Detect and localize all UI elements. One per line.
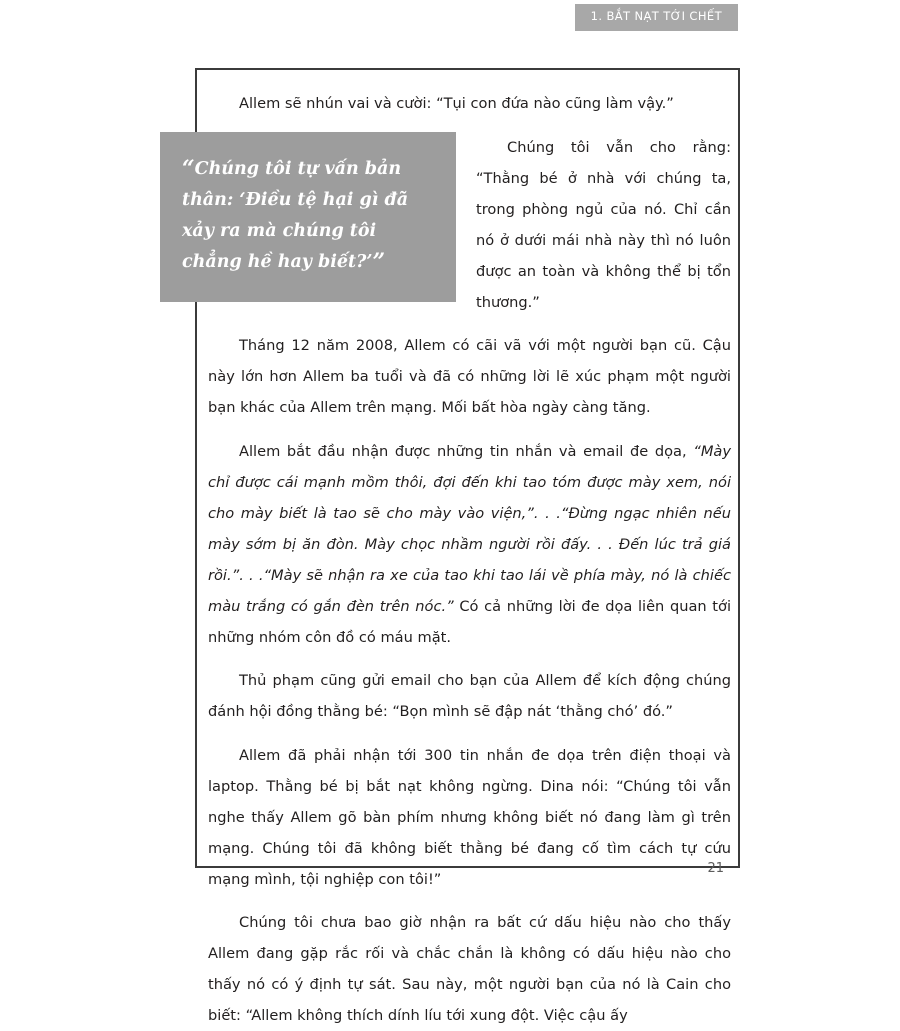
threat-paragraph [208, 436, 731, 653]
threat-quote-1: “Mày chỉ được cái mạnh mồm thôi, đợi đến khi tao tóm được mày xem, nói cho mày biết là tao sẽ cho mày vào viện,” [208, 442, 731, 522]
paragraph: Allem đã phải nhận tới 300 tin nhắn đe dọa trên điện thoại và laptop. Thằng bé bị bắt nạt không ngừng. Dina nói: “Chúng tôi vẫn nghe thấy Allem gõ bàn phím nhưng không biết nó đang làm gì trên mạng. Chúng tôi đã không biết thằng bé đang cố tìm cách tự cứu mạng mình, tội nghiệp con tôi!” [208, 746, 731, 888]
top-spacer [208, 74, 731, 88]
threat-quote-2: “Đừng ngạc nhiên nếu mày sớm bị ăn đòn. Mày chọc nhầm người rồi đấy. . . Đến lúc trả giá rồi.” [208, 504, 731, 584]
pull-quote-text: Chúng tôi tự vấn bản thân: ‘Điều tệ hại gì đã xảy ra mà chúng tôi chẳng hề hay biết?’ [182, 158, 409, 272]
paragraph: Allem sẽ nhún vai và cười: “Tụi con đứa nào cũng làm vậy.” [239, 95, 674, 112]
paragraph-text: Chúng tôi vẫn cho rằng: “Thằng bé ở nhà với chúng ta, trong phòng ngủ của nó. Chỉ cần nó ở dưới mái nhà này thì nó luôn được an toàn và không thể bị tổn thương.” [476, 138, 731, 311]
quote-close-mark: ” [372, 248, 386, 275]
paragraph: Thủ phạm cũng gửi email cho bạn của Allem để kích động chúng đánh hội đồng thằng bé: “Bọn mình sẽ đập nát ‘thằng chó’ đó.” [208, 672, 731, 720]
paragraph: Tháng 12 năm 2008, Allem có cãi vã với một người bạn cũ. Cậu này lớn hơn Allem ba tuổi và đã có những lời lẽ xúc phạm một người bạn khác của Allem trên mạng. Mối bất hòa ngày càng tăng. [208, 337, 731, 416]
page-number: 21 [707, 861, 724, 876]
pull-quote-box [160, 132, 456, 302]
paragraph: Chúng tôi chưa bao giờ nhận ra bất cứ dấu hiệu nào cho thấy Allem đang gặp rắc rối và chắc chắn là không có dấu hiệu nào cho thấy nó có ý định tự sát. Sau này, một người bạn của nó là Cain cho biết: “Allem không thích dính líu tới xung đột. Việc cậu ấy [208, 914, 731, 1024]
threat-separator-2: . . . [239, 566, 264, 584]
chapter-header-tab: 1. BẮT NẠT TỚI CHẾT [575, 4, 738, 31]
threat-tail: Có cả những lời đe dọa liên quan tới những nhóm côn đồ có máu mặt. [208, 597, 732, 646]
paragraph-with-pullquote [182, 132, 731, 318]
threat-lead: Allem bắt đầu nhận được những tin nhắn và email đe dọa, [239, 442, 694, 460]
threat-separator-1: . . . [533, 504, 561, 522]
threat-quote-3: “Mày sẽ nhận ra xe của tao khi tao lái về phía mày, nó là chiếc màu trắng có gắn đèn trên nóc.” [208, 566, 731, 615]
quote-open-mark: “ [182, 155, 195, 182]
